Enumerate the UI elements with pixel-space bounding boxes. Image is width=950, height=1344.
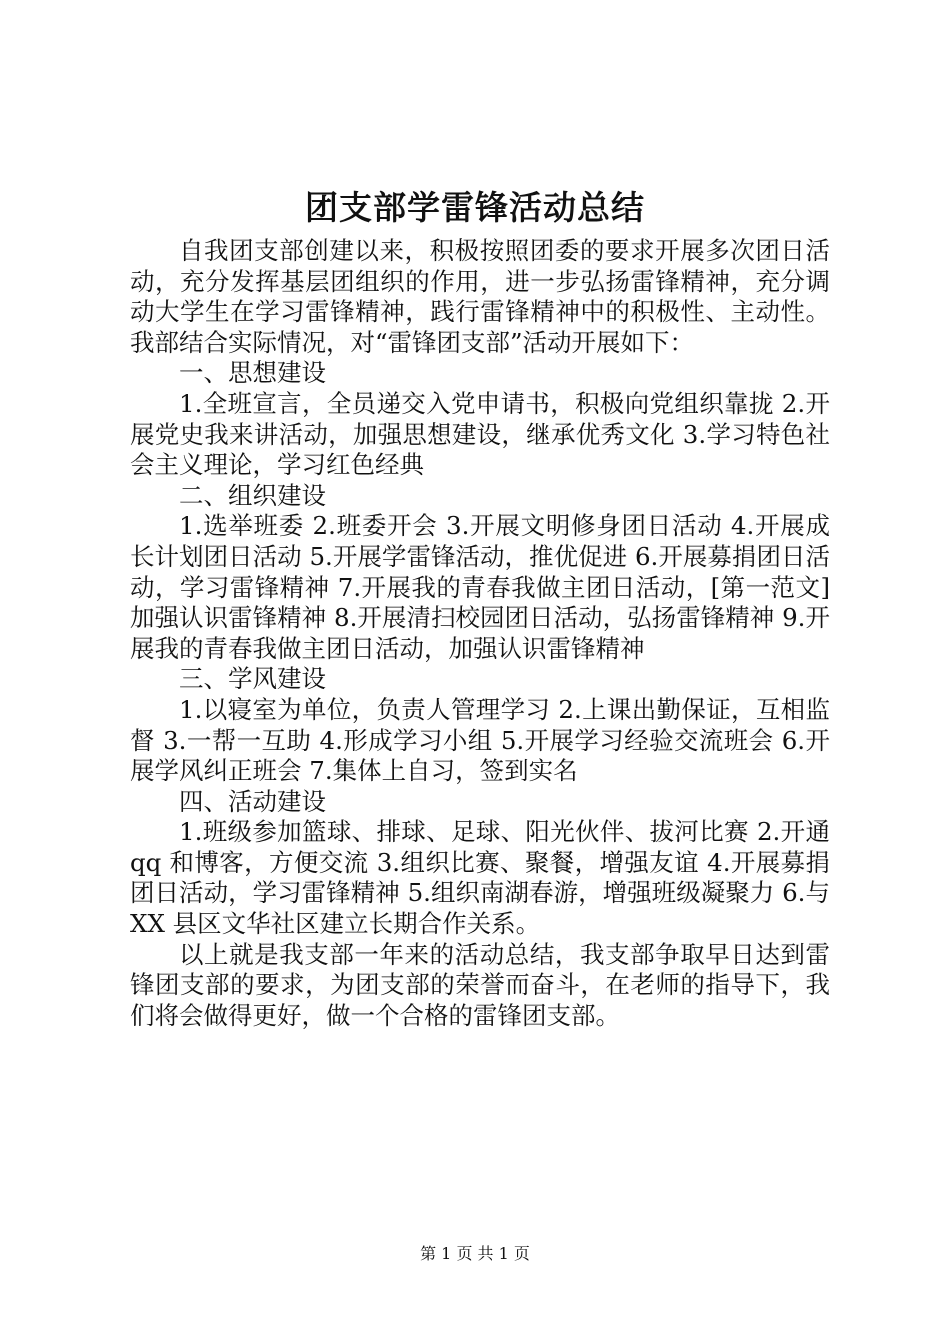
document-title: 团支部学雷锋活动总结 [305, 188, 645, 227]
document-body [130, 236, 830, 1031]
section-body-organization: 1.选举班委 2.班委开会 3.开展文明修身团日活动 4.开展成长计划团日活动 5.开展学雷锋活动，推优促进 6.开展募捐团日活动，学习雷锋精神 7.开展我的青春我做主团日活动，[第一范文]加强认识雷锋精神 8.开展清扫校园团日活动，弘扬雷锋精神 9.开展我的青春我做主团日活动，加强认识雷锋精神 [130, 511, 830, 663]
conclusion-paragraph: 以上就是我支部一年来的活动总结，我支部争取早日达到雷锋团支部的要求，为团支部的荣誉而奋斗，在老师的指导下，我们将会做得更好，做一个合格的雷锋团支部。 [130, 939, 830, 1030]
section-heading-study: 三、学风建设 [179, 664, 326, 694]
section-body-activities: 1.班级参加篮球、排球、足球、阳光伙伴、拔河比赛 2.开通 qq 和博客，方便交流 3.组织比赛、聚餐，增强友谊 4.开展募捐团日活动，学习雷锋精神 5.组织南湖春游，增强班级凝聚力 6.与 XX 县区文华社区建立长期合作关系。 [130, 817, 830, 939]
intro-paragraph: 自我团支部创建以来，积极按照团委的要求开展多次团日活动，充分发挥基层团组织的作用，进一步弘扬雷锋精神，充分调动大学生在学习雷锋精神，践行雷锋精神中的积极性、主动性。我部结合实际情况，对“雷锋团支部”活动开展如下： [130, 236, 830, 357]
section-body-study: 1.以寝室为单位，负责人管理学习 2.上课出勤保证，互相监督 3.一帮一互助 4.形成学习小组 5.开展学习经验交流班会 6.开展学风纠正班会 7.集体上自习，签到实名 [130, 694, 830, 786]
page-footer: 第 1 页 共 1 页 [420, 1244, 530, 1263]
section-body-ideology: 1.全班宣言，全员递交入党申请书，积极向党组织靠拢 2.开展党史我来讲活动，加强思想建设，继承优秀文化 3.学习特色社会主义理论，学习红色经典 [130, 388, 830, 480]
section-heading-activities: 四、活动建设 [179, 786, 326, 816]
section-heading-ideology: 一、思想建设 [179, 358, 326, 388]
section-heading-organization: 二、组织建设 [179, 480, 326, 510]
